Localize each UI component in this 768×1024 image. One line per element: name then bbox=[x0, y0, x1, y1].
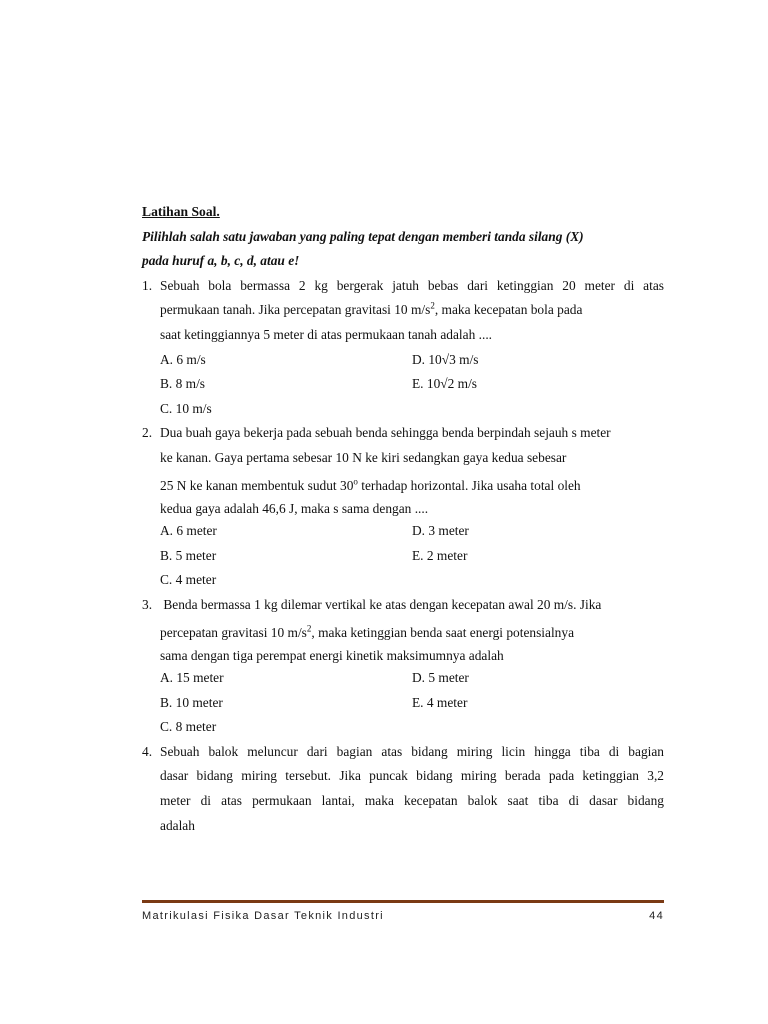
question-line: percepatan gravitasi 10 $m/s^2$, maka ketinggian benda saat energi potensialnya bbox=[160, 623, 575, 640]
option-c[interactable]: C. 8 meter bbox=[160, 719, 217, 735]
option-b[interactable]: B. 5 meter bbox=[160, 547, 217, 563]
option-e[interactable]: E. 4 meter bbox=[412, 694, 468, 710]
question-number: 3. bbox=[142, 596, 153, 612]
option-d[interactable]: D. 10√3 m/s bbox=[412, 351, 479, 367]
option-b[interactable]: B. 10 meter bbox=[160, 694, 223, 710]
question-3 bbox=[142, 593, 664, 740]
question-text bbox=[160, 593, 664, 666]
question-number: 4. bbox=[142, 743, 153, 759]
answer-options bbox=[160, 519, 664, 593]
question-line: kedua gaya adalah 46,6 J, maka s sama dengan .... bbox=[160, 501, 429, 517]
question-number: 1. bbox=[142, 277, 153, 293]
question-4 bbox=[142, 740, 664, 838]
question-text bbox=[160, 740, 664, 838]
question-number: 2. bbox=[142, 425, 153, 441]
question-line: Sebuah balok meluncur dari bagian atas bidang miring licin hingga tiba di bagian bbox=[160, 743, 664, 759]
option-d[interactable]: D. 3 meter bbox=[412, 523, 469, 539]
question-line: sama dengan tiga perempat energi kinetik maksimumnya adalah bbox=[160, 648, 504, 664]
footer-title: Matrikulasi Fisika Dasar Teknik Industri bbox=[142, 910, 384, 922]
option-b[interactable]: B. 8 m/s bbox=[160, 376, 206, 392]
question-text bbox=[160, 421, 664, 519]
question-line: saat ketinggiannya 5 meter di atas permukaan tanah adalah .... bbox=[160, 326, 493, 342]
footer-divider bbox=[142, 900, 664, 903]
question-2 bbox=[142, 421, 664, 593]
instructions-line-1: Pilihlah salah satu jawaban yang paling tepat dengan memberi tanda silang (X) bbox=[142, 228, 584, 244]
question-line: permukaan tanah. Jika percepatan gravitasi 10 $m/s^2$, maka kecepatan bola pada bbox=[160, 300, 583, 318]
option-c[interactable]: C. 4 meter bbox=[160, 572, 217, 588]
answer-options bbox=[160, 348, 664, 422]
page-content bbox=[142, 200, 664, 838]
question-list bbox=[142, 274, 664, 838]
question-line: 25 N ke kanan membentuk sudut 30$^o$ terhadap horizontal. Jika usaha total oleh bbox=[160, 476, 581, 493]
answer-options bbox=[160, 666, 664, 740]
question-line: ke kanan. Gaya pertama sebesar 10 N ke kiri sedangkan gaya kedua sebesar bbox=[160, 449, 567, 465]
question-line: Dua buah gaya bekerja pada sebuah benda sehingga benda berpindah sejauh s meter bbox=[160, 425, 611, 441]
section-heading: Latihan Soal. bbox=[142, 204, 220, 219]
question-line: adalah bbox=[160, 817, 195, 833]
question-line: dasar bidang miring tersebut. Jika puncak bidang miring berada pada ketinggian 3,2 bbox=[160, 768, 664, 784]
option-d[interactable]: D. 5 meter bbox=[412, 670, 469, 686]
question-1 bbox=[142, 274, 664, 422]
question-line: meter di atas permukaan lantai, maka kecepatan balok saat tiba di dasar bidang bbox=[160, 793, 664, 809]
footer-row bbox=[142, 910, 664, 922]
page-footer bbox=[142, 900, 664, 922]
option-a[interactable]: A. 6 meter bbox=[160, 523, 217, 539]
instructions-line-2: pada huruf a, b, c, d, atau e! bbox=[142, 253, 300, 269]
option-a[interactable]: A. 6 m/s bbox=[160, 351, 206, 367]
page-number: 44 bbox=[649, 910, 664, 922]
option-c[interactable]: C. 10 m/s bbox=[160, 400, 212, 416]
question-line: Sebuah bola bermassa 2 kg bergerak jatuh bebas dari ketinggian 20 meter di atas bbox=[160, 277, 664, 293]
option-e[interactable]: E. 2 meter bbox=[412, 547, 468, 563]
question-text bbox=[160, 274, 664, 348]
option-e[interactable]: E. 10√2 m/s bbox=[412, 376, 478, 392]
option-a[interactable]: A. 15 meter bbox=[160, 670, 224, 686]
question-line: Benda bermassa 1 kg dilemar vertikal ke atas dengan kecepatan awal 20 m/s. Jika bbox=[163, 596, 602, 612]
